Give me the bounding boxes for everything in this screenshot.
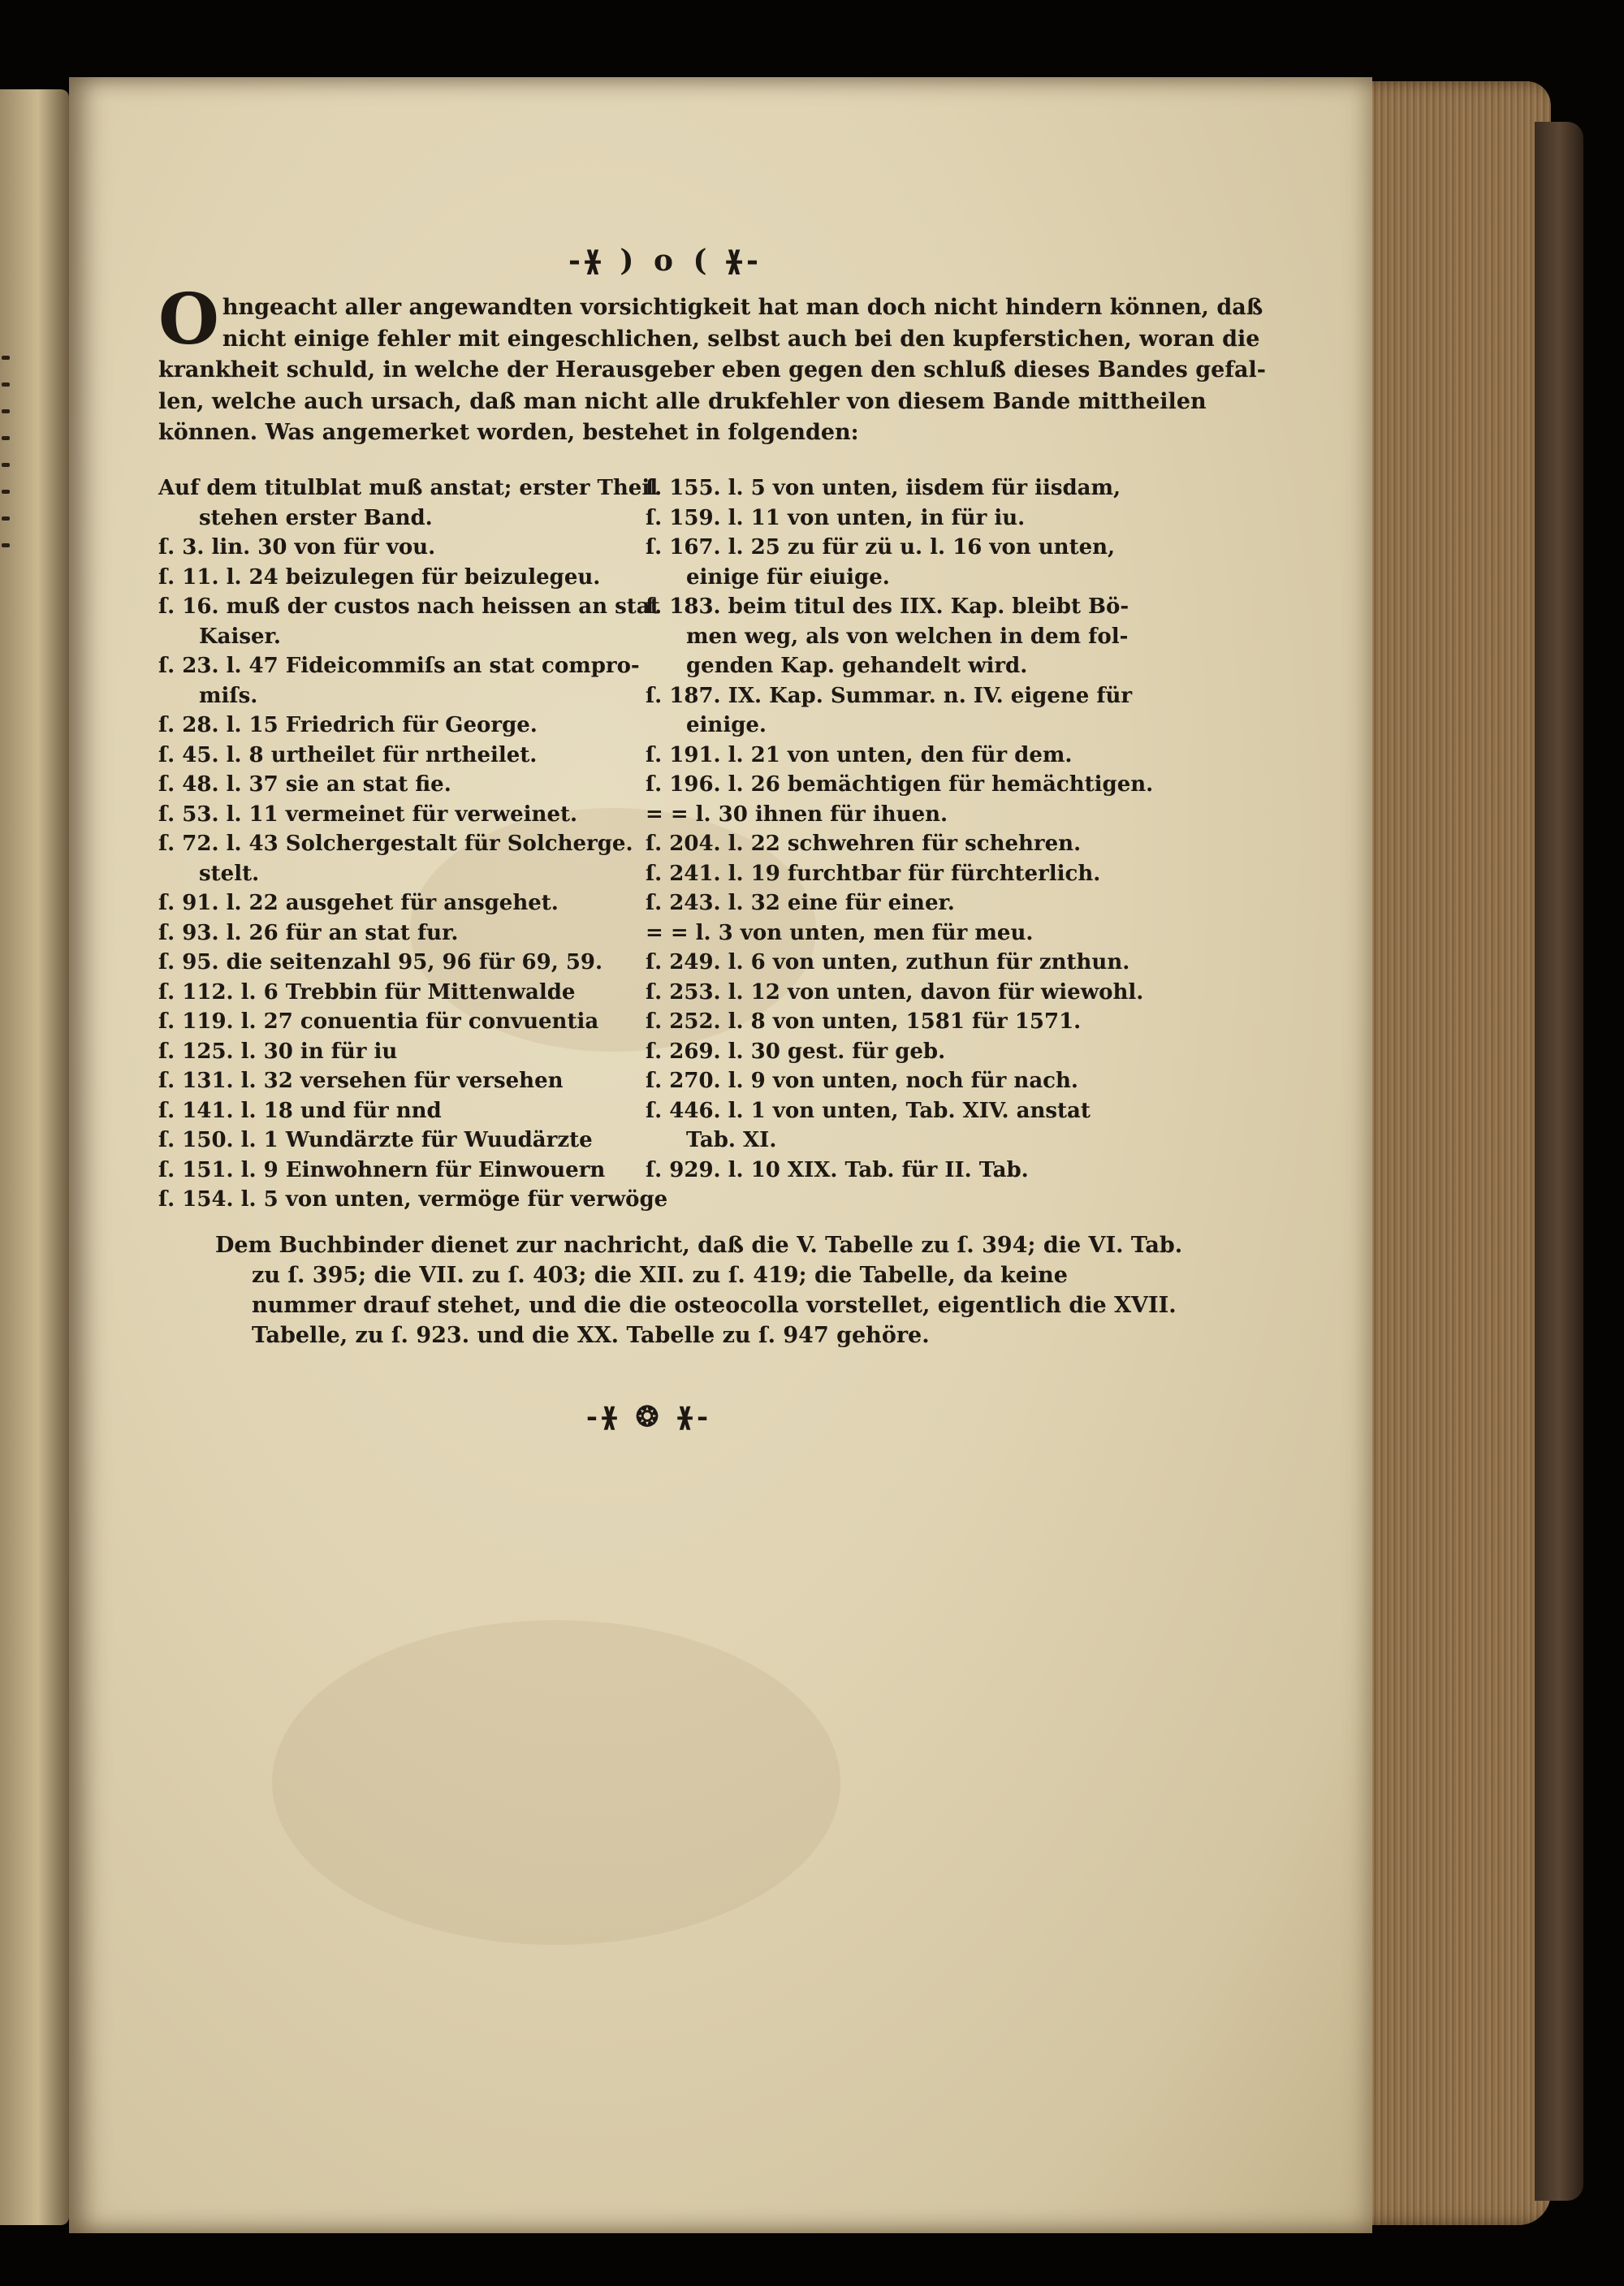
errata-entry: ſ. 249. l. 6 von unten, zuthun für znthun.: [646, 950, 1130, 974]
errata-entry: ſ. 196. l. 26 bemächtigen für hemächtigen.: [646, 772, 1154, 797]
errata-entry: Tab. XI.: [686, 1128, 777, 1152]
errata-entry: ſ. 11. l. 24 beizulegen für beizulegeu.: [158, 564, 601, 590]
intro-paragraph: [158, 279, 1266, 449]
intro-line: len, welche auch ursach, daß man nicht alle drukfehler von diesem Bande mittheilen: [158, 388, 1207, 414]
errata-entry: ſ. 252. l. 8 von unten, 1581 für 1571.: [646, 1009, 1082, 1034]
page-footer-ornament: -ᚕ ❂ ᚕ-: [585, 1401, 714, 1433]
errata-entry: ſ. 191. l. 21 von unten, den für dem.: [646, 742, 1073, 767]
errata-entry: ſ. 241. l. 19 furchtbar für fürchterlich.: [646, 861, 1101, 886]
errata-entry: ſ. 53. l. 11 vermeinet für verweinet.: [158, 802, 578, 827]
errata-entry: = = l. 30 ihnen für ihuen.: [646, 802, 948, 827]
facing-page-edge: [0, 89, 69, 2225]
errata-entry: ſ. 28. l. 15 Friedrich für George.: [158, 713, 538, 737]
errata-entry: ſ. 112. l. 6 Trebbin für Mittenwalde: [158, 979, 576, 1005]
errata-entry: men weg, als von welchen in dem fol-: [686, 624, 1129, 649]
errata-entry: stehen erster Band.: [199, 505, 433, 530]
errata-entry: genden Kap. gehandelt wird.: [686, 654, 1028, 678]
intro-line: krankheit schuld, in welche der Herausgeber eben gegen den schluß dieses Bandes gefal-: [158, 357, 1266, 382]
errata-entry: ſ. 243. l. 32 eine für einer.: [646, 891, 955, 915]
errata-entry: ſ. 154. l. 5 von unten, vermöge für verwöge: [158, 1187, 668, 1212]
errata-entry: ſ. 167. l. 25 zu für zü u. l. 16 von unten,: [646, 535, 1116, 560]
book-cover-edge: [1535, 122, 1583, 2201]
errata-entry: ſ. 93. l. 26 für an stat fur.: [158, 920, 459, 945]
errata-entry: ſ. 155. l. 5 von unten, iisdem für iisdam,: [646, 476, 1121, 500]
errata-entry: ſ. 159. l. 11 von unten, in für iu.: [646, 505, 1026, 530]
paper-stain: [272, 1620, 840, 1945]
errata-entry: = = l. 3 von unten, men für meu.: [646, 920, 1034, 945]
errata-entry: stelt.: [199, 861, 260, 886]
errata-column-right: [646, 473, 1154, 1185]
errata-entry: ſ. 270. l. 9 von unten, noch für nach.: [646, 1069, 1078, 1093]
errata-entry: ſ. 929. l. 10 XIX. Tab. für II. Tab.: [646, 1157, 1029, 1182]
errata-entry: ſ. 150. l. 1 Wundärzte für Wuudärzte: [158, 1128, 593, 1152]
errata-entry: ſ. 151. l. 9 Einwohnern für Einwouern: [158, 1157, 606, 1182]
errata-entry: ſ. 95. die seitenzahl 95, 96 für 69, 59.: [158, 950, 603, 974]
errata-entry: ſ. 48. l. 37 sie an stat fie.: [158, 772, 451, 797]
errata-entry: ſ. 23. l. 47 Fideicommiſs an stat compro-: [158, 654, 640, 678]
errata-entry: ſ. 45. l. 8 urtheilet für nrtheilet.: [158, 742, 538, 767]
intro-line: nicht einige fehler mit eingeschlichen, selbst auch bei den kupferstichen, woran die: [222, 326, 1260, 352]
errata-entry: ſ. 183. beim titul des IIX. Kap. bleibt Bö-: [646, 594, 1129, 619]
errata-entry: Auf dem titulblat muß anstat; erster Theil: [158, 476, 659, 500]
errata-entry: miſs.: [199, 683, 258, 708]
errata-column-left: [158, 473, 668, 1215]
intro-line: können. Was angemerket worden, bestehet in folgenden:: [158, 420, 859, 445]
errata-entry: einige.: [686, 713, 767, 737]
errata-entry: ſ. 253. l. 12 von unten, davon für wiewohl.: [646, 979, 1144, 1005]
errata-entry: ſ. 125. l. 30 in für iu: [158, 1039, 398, 1064]
errata-entry: ſ. 91. l. 22 ausgehet für ansgehet.: [158, 891, 559, 915]
note-line: nummer drauf stehet, und die die osteocolla vorstellet, eigentlich die XVII.: [252, 1293, 1177, 1318]
errata-entry: ſ. 141. l. 18 und für nnd: [158, 1098, 442, 1123]
intro-line: hngeacht aller angewandten vorsichtigkeit hat man doch nicht hindern können, daß: [222, 295, 1263, 320]
errata-entry: ſ. 446. l. 1 von unten, Tab. XIV. anstat: [646, 1098, 1091, 1123]
errata-entry: ſ. 72. l. 43 Solchergestalt für Solcherge.: [158, 832, 633, 856]
errata-entry: ſ. 119. l. 27 conuentia für convuentia: [158, 1009, 599, 1034]
errata-entry: ſ. 3. lin. 30 von für vou.: [158, 535, 436, 560]
note-line: Dem Buchbinder dienet zur nachricht, daß die V. Tabelle zu ſ. 394; die VI. Tab.: [215, 1233, 1183, 1258]
errata-entry: ſ. 131. l. 32 versehen für versehen: [158, 1069, 564, 1093]
errata-entry: ſ. 269. l. 30 gest. für geb.: [646, 1039, 946, 1064]
page-header-ornament: -ᚕ ) o ( ᚕ-: [568, 244, 763, 278]
errata-entry: ſ. 16. muß der custos nach heissen an stat: [158, 594, 660, 619]
drop-initial: O: [158, 279, 219, 361]
bookbinder-note: [215, 1230, 1183, 1350]
errata-entry: Kaiser.: [199, 624, 281, 649]
note-line: zu ſ. 395; die VII. zu ſ. 403; die XII. zu ſ. 419; die Tabelle, da keine: [252, 1263, 1068, 1288]
facing-page-text-marks: [2, 333, 18, 570]
errata-entry: einige für eiuige.: [686, 564, 890, 590]
errata-entry: ſ. 204. l. 22 schwehren für schehren.: [646, 832, 1082, 856]
note-line: Tabelle, zu ſ. 923. und die XX. Tabelle zu ſ. 947 gehöre.: [252, 1323, 930, 1348]
errata-entry: ſ. 187. IX. Kap. Summar. n. IV. eigene für: [646, 683, 1133, 708]
